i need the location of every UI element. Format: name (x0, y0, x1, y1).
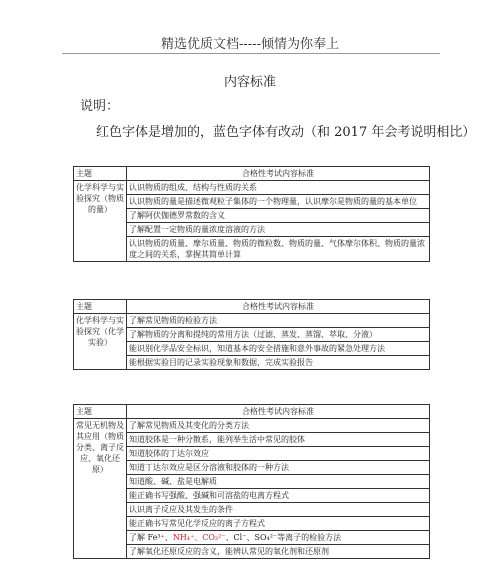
standard-cell: 认识物质的组成、结构与性质的关系 (127, 181, 430, 195)
standard-cell: 了解配置一定物质的量浓度溶液的方法 (127, 223, 430, 237)
standards-table-inorganic (73, 404, 430, 559)
standard-cell: 了解常见物质的检验方法 (127, 314, 430, 328)
table-row (74, 181, 430, 195)
standard-cell: 了解物质的分离和提纯的常用方法（过滤、蒸发、蒸馏、萃取、分液） (127, 328, 430, 342)
table-row (74, 489, 430, 503)
standards-table-mole (73, 166, 430, 262)
table-row (74, 237, 430, 262)
table-row (74, 447, 430, 461)
carbonate-ion: CO₃²⁻ (202, 533, 226, 542)
standard-cell: 认识物质的质量、摩尔质量、物质的微粒数、物质的量、气体摩尔体积、物质的量浓度之间的关系，掌握其简单计算 (127, 237, 430, 262)
standard-cell: 知道胶体是一种分散系，能列举生活中常见的胶体 (127, 433, 430, 447)
standard-cell: 能正确书写强酸、强碱和可溶盐的电离方程式 (127, 489, 430, 503)
topic-header: 主题 (74, 405, 127, 419)
standard-header: 合格性考试内容标准 (127, 405, 430, 419)
table-row (74, 356, 430, 370)
table-header-row (74, 405, 430, 419)
standard-cell: 了解常见物质及其变化的分类方法 (127, 419, 430, 433)
ammonium-ion: NH₄⁺ (172, 533, 195, 542)
note-label: 说明： (80, 99, 120, 114)
table-header-row (74, 300, 430, 314)
header-divider (62, 53, 440, 54)
table-row (74, 545, 430, 559)
table-row (74, 328, 430, 342)
table-row (74, 223, 430, 237)
standard-cell: 能根据实验目的记录实验现象和数据，完成实验报告 (127, 356, 430, 370)
table-row (74, 517, 430, 531)
topic-header: 主题 (74, 300, 127, 314)
ion-suffix: 、Cl⁻、SO₄²⁻等离子的检验方法 (225, 533, 342, 542)
ion-prefix: 了解 Fe³⁺、 (129, 533, 173, 542)
table-row (74, 531, 430, 545)
table-row (74, 314, 430, 328)
standard-cell: 知道丁达尔效应是区分溶液和胶体的一种方法 (127, 461, 430, 475)
page-header-title: 精选优质文档-----倾情为你奉上 (161, 37, 339, 52)
table-row (74, 209, 430, 223)
topic-header: 主题 (74, 167, 127, 181)
table-row (74, 419, 430, 433)
topic-cell: 化学科学与实验探究（物质的量） (74, 181, 127, 262)
standard-cell: 认识物质的量是描述微观粒子集体的一个物理量，认识摩尔是物质的量的基本单位 (127, 195, 430, 209)
standard-cell: 认识离子反应及其发生的条件 (127, 503, 430, 517)
standard-cell: 了解阿伏伽德罗常数的含义 (127, 209, 430, 223)
standard-cell: 能正确书写常见化学反应的离子方程式 (127, 517, 430, 531)
table-row (74, 342, 430, 356)
standard-cell: 了解氧化还原反应的含义，能辨认常见的氧化剂和还原剂 (127, 545, 430, 559)
document-title: 内容标准 (223, 75, 276, 90)
standard-header: 合格性考试内容标准 (127, 167, 430, 181)
table-row (74, 503, 430, 517)
table-row (74, 475, 430, 489)
note-text: 红色字体是增加的，蓝色字体有改动（和 2017 年会考说明相比） (96, 125, 476, 140)
ion-separator: 、 (194, 533, 203, 542)
topic-cell: 常见无机物及其应用（物质分类、离子反应、氧化还原） (74, 419, 127, 559)
standard-cell: 知道酸、碱、盐是电解质 (127, 475, 430, 489)
table-row (74, 433, 430, 447)
table-header-row (74, 167, 430, 181)
standard-cell: 知道胶体的丁达尔效应 (127, 447, 430, 461)
topic-cell: 化学科学与实验探究（化学实验） (74, 314, 127, 370)
standard-cell: 能识别化学品安全标识，知道基本的安全措施和意外事故的紧急处理方法 (127, 342, 430, 356)
standard-header: 合格性考试内容标准 (127, 300, 430, 314)
table-row (74, 461, 430, 475)
ion-test-cell (127, 531, 430, 545)
table-row (74, 195, 430, 209)
standards-table-experiment (73, 299, 430, 370)
